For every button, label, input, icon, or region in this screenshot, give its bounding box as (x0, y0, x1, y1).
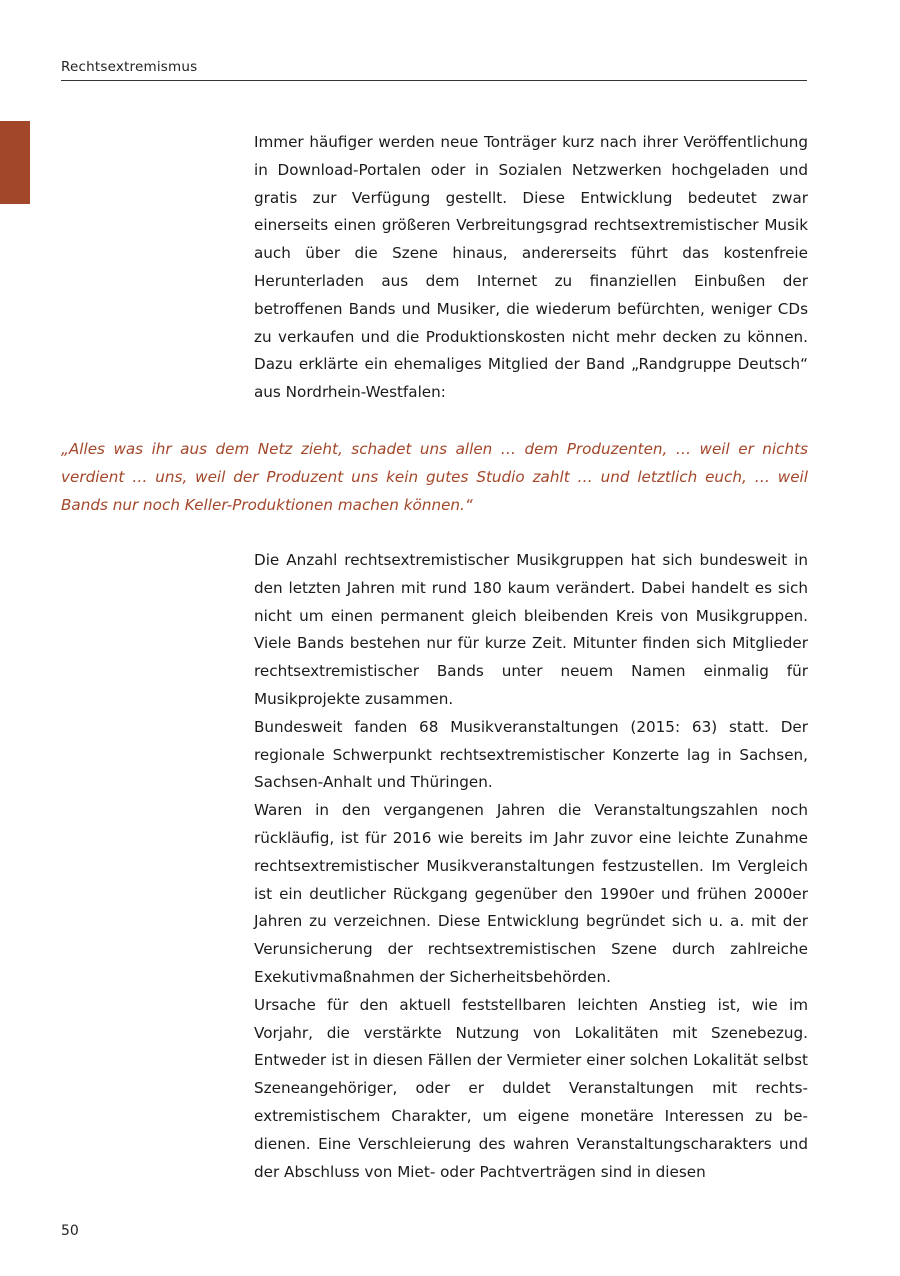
running-header-title: Rechtsextremismus (61, 59, 198, 75)
intro-text-block (254, 129, 808, 407)
intro-paragraph: Immer häufiger werden neue Tonträger kurz nach ihrer Veröffentlichung in Download-Portalen oder in Sozialen Netzwerken hochgeladen und gratis zur Verfügung gestellt. Diese Entwicklung bedeutet zwar einerseits einen größeren Verbreitungsgrad rechtsextremistischer Musik auch über die Szene hinaus, andererseits führt das kostenfreie Herunterladen aus dem Internet zu finanziellen Einbußen der betroffenen Bands und Musiker, die wiederum befürchten, weniger CDs zu verkaufen und die Produktionskosten nicht mehr decken zu können. Dazu erklärte ein ehemaliges Mitglied der Band „Randgruppe Deutsch“ aus Nordrhein-Westfalen: (254, 133, 808, 402)
paragraph-event-trend: Waren in den vergangenen Jahren die Veranstaltungszahlen noch rückläufig, ist für 2016 wie bereits im Jahr zuvor eine leichte Zunahme rechtsextremistischer Musikveranstaltungen festzustellen. Im Vergleich ist ein deutlicher Rückgang gegenüber den 1990er und frühen 2000er Jahren zu verzeichnen. Diese Entwicklung begründet sich u. a. mit der Verunsicherung der rechtsextremistischen Szene durch zahlreiche Exekutivmaßnahmen der Sicherheitsbehörden. (254, 801, 808, 986)
paragraph-music-groups: Die Anzahl rechtsextremistischer Musikgruppen hat sich bundesweit in den letzten Jahren mit rund 180 kaum verändert. Dabei handelt es sich nicht um einen permanent gleich bleibenden Kreis von Musikgruppen. Viele Bands bestehen nur für kurze Zeit. Mitunter finden sich Mitglieder rechtsextremistischer Bands unter neuem Namen einmalig für Musikprojekte zusammen. (254, 551, 808, 708)
page-number: 50 (61, 1223, 79, 1239)
main-text-block (254, 547, 808, 1186)
paragraph-venue-usage: Ursache für den aktuell feststellbaren leichten Anstieg ist, wie im Vorjahr, die verstärkte Nutzung von Lokalitäten mit Szenebezug. Entweder ist in diesen Fällen der Vermieter einer solchen Lokalität selbst Szeneangehöriger, oder er duldet Veranstaltungen mit rechtsextremistischem Charakter, um eigene monetäre Interessen zu bedienen. Eine Verschleierung des wahren Veranstaltungscharakters und der Abschluss von Miet- oder Pachtverträgen sind in diesen (254, 995, 808, 1181)
running-header (61, 58, 807, 81)
chapter-marker-tab (0, 121, 30, 204)
paragraph-music-events: Bundesweit fanden 68 Musikveranstaltungen (2015: 63) statt. Der regionale Schwerpunkt rechtsextremistischer Konzerte lag in Sachsen, Sachsen-Anhalt und Thüringen. (254, 717, 808, 792)
pull-quote: „Alles was ihr aus dem Netz zieht, schadet uns allen … dem Produzenten, … weil er nichts verdient … uns, weil der Produzent uns kein gutes Studio zahlt … und letztlich euch, … weil Bands nur noch Keller-Produktionen machen können.“ (61, 440, 808, 514)
